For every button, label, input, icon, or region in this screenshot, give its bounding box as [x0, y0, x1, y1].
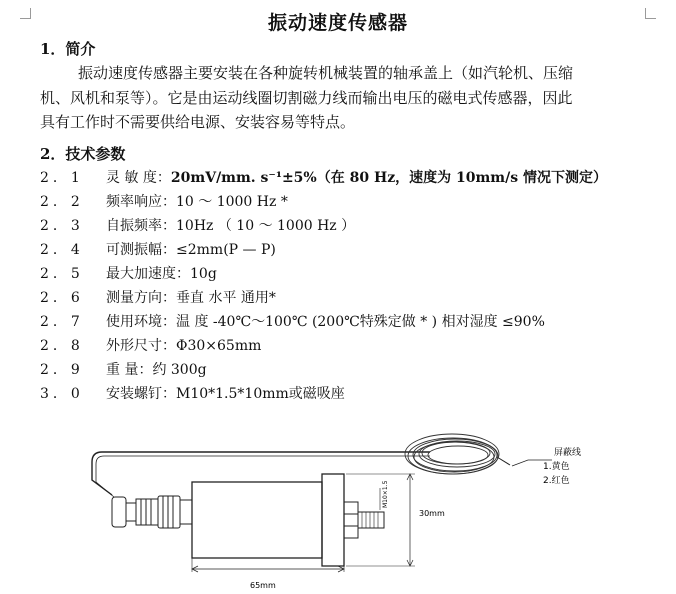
spec-label: 最大加速度：: [106, 266, 190, 282]
spec-label: 灵 敏 度：: [106, 170, 171, 186]
section-heading-intro: 1．简介: [40, 40, 96, 58]
height-dimension-label: 30mm: [419, 509, 445, 518]
spec-value: M10*1.5*10mm或磁吸座: [176, 386, 345, 402]
spec-label: 自振频率：: [106, 218, 176, 234]
spec-value: 20mV/mm. s⁻¹±5%（在 80 Hz，速度为 10mm/s 情况下测定）: [170, 170, 607, 186]
sensor-body: [192, 482, 322, 558]
spec-label: 可测振幅：: [106, 242, 176, 258]
spec-label: 使用环境：: [106, 314, 176, 330]
spec-number: 2．5: [40, 266, 84, 282]
length-dimension-label: 65mm: [250, 581, 276, 590]
legend-item-yellow: 1.黄色: [543, 462, 570, 472]
spec-label: 频率响应：: [106, 194, 176, 210]
spec-number: 2．4: [40, 242, 84, 258]
intro-line-3: 具有工作时不需要供给电源、安装容易等特点。: [40, 113, 356, 131]
legend-item-red: 2.红色: [543, 476, 570, 486]
cable-line: [92, 452, 430, 495]
mounting-flange: [322, 474, 344, 566]
spec-number: 2．9: [40, 362, 84, 378]
spec-label: 测量方向：: [106, 290, 176, 306]
hex-nut: [344, 502, 358, 538]
spec-number: 2．3: [40, 218, 84, 234]
intro-line-1: 振动速度传感器主要安装在各种旋转机械装置的轴承盖上（如汽轮机、压缩: [78, 64, 574, 82]
spec-value: 约 300g: [152, 362, 207, 378]
spec-label: 重 量：: [106, 362, 153, 378]
spec-label: 外形尺寸：: [106, 338, 176, 354]
spec-number: 2．6: [40, 290, 84, 306]
spec-label: 安装螺钉：: [106, 386, 176, 402]
document-title: 振动速度传感器: [267, 12, 408, 34]
intro-line-2: 机、风机和泵等）。它是由运动线圈切割磁力线而输出电压的磁电式传感器，因此: [40, 89, 573, 107]
spec-value: 10g: [190, 266, 217, 282]
spec-number: 2．8: [40, 338, 84, 354]
spec-number: 2．1: [40, 170, 84, 186]
cable-coil: [405, 434, 499, 474]
spec-value: 10Hz （ 10 ～ 1000 Hz ）: [176, 218, 356, 234]
spec-number: 2．7: [40, 314, 84, 330]
spec-value: Φ30×65mm: [176, 338, 262, 354]
connector: [112, 496, 192, 528]
spec-value: ≤2mm(P — P): [176, 242, 276, 258]
spec-number: 3．0: [40, 386, 84, 402]
thread-dimension-label: M10×1.5: [382, 480, 389, 508]
spec-value: 垂直 水平 通用*: [176, 290, 276, 306]
spec-value: 温 度 -40℃～100℃ (200℃特殊定做 * ) 相对湿度 ≤90%: [176, 314, 545, 330]
legend-title: 屏蔽线: [554, 448, 582, 458]
spec-number: 2．2: [40, 194, 84, 210]
section-heading-specs: 2．技术参数: [40, 145, 126, 163]
spec-value: 10 ～ 1000 Hz *: [176, 194, 288, 210]
